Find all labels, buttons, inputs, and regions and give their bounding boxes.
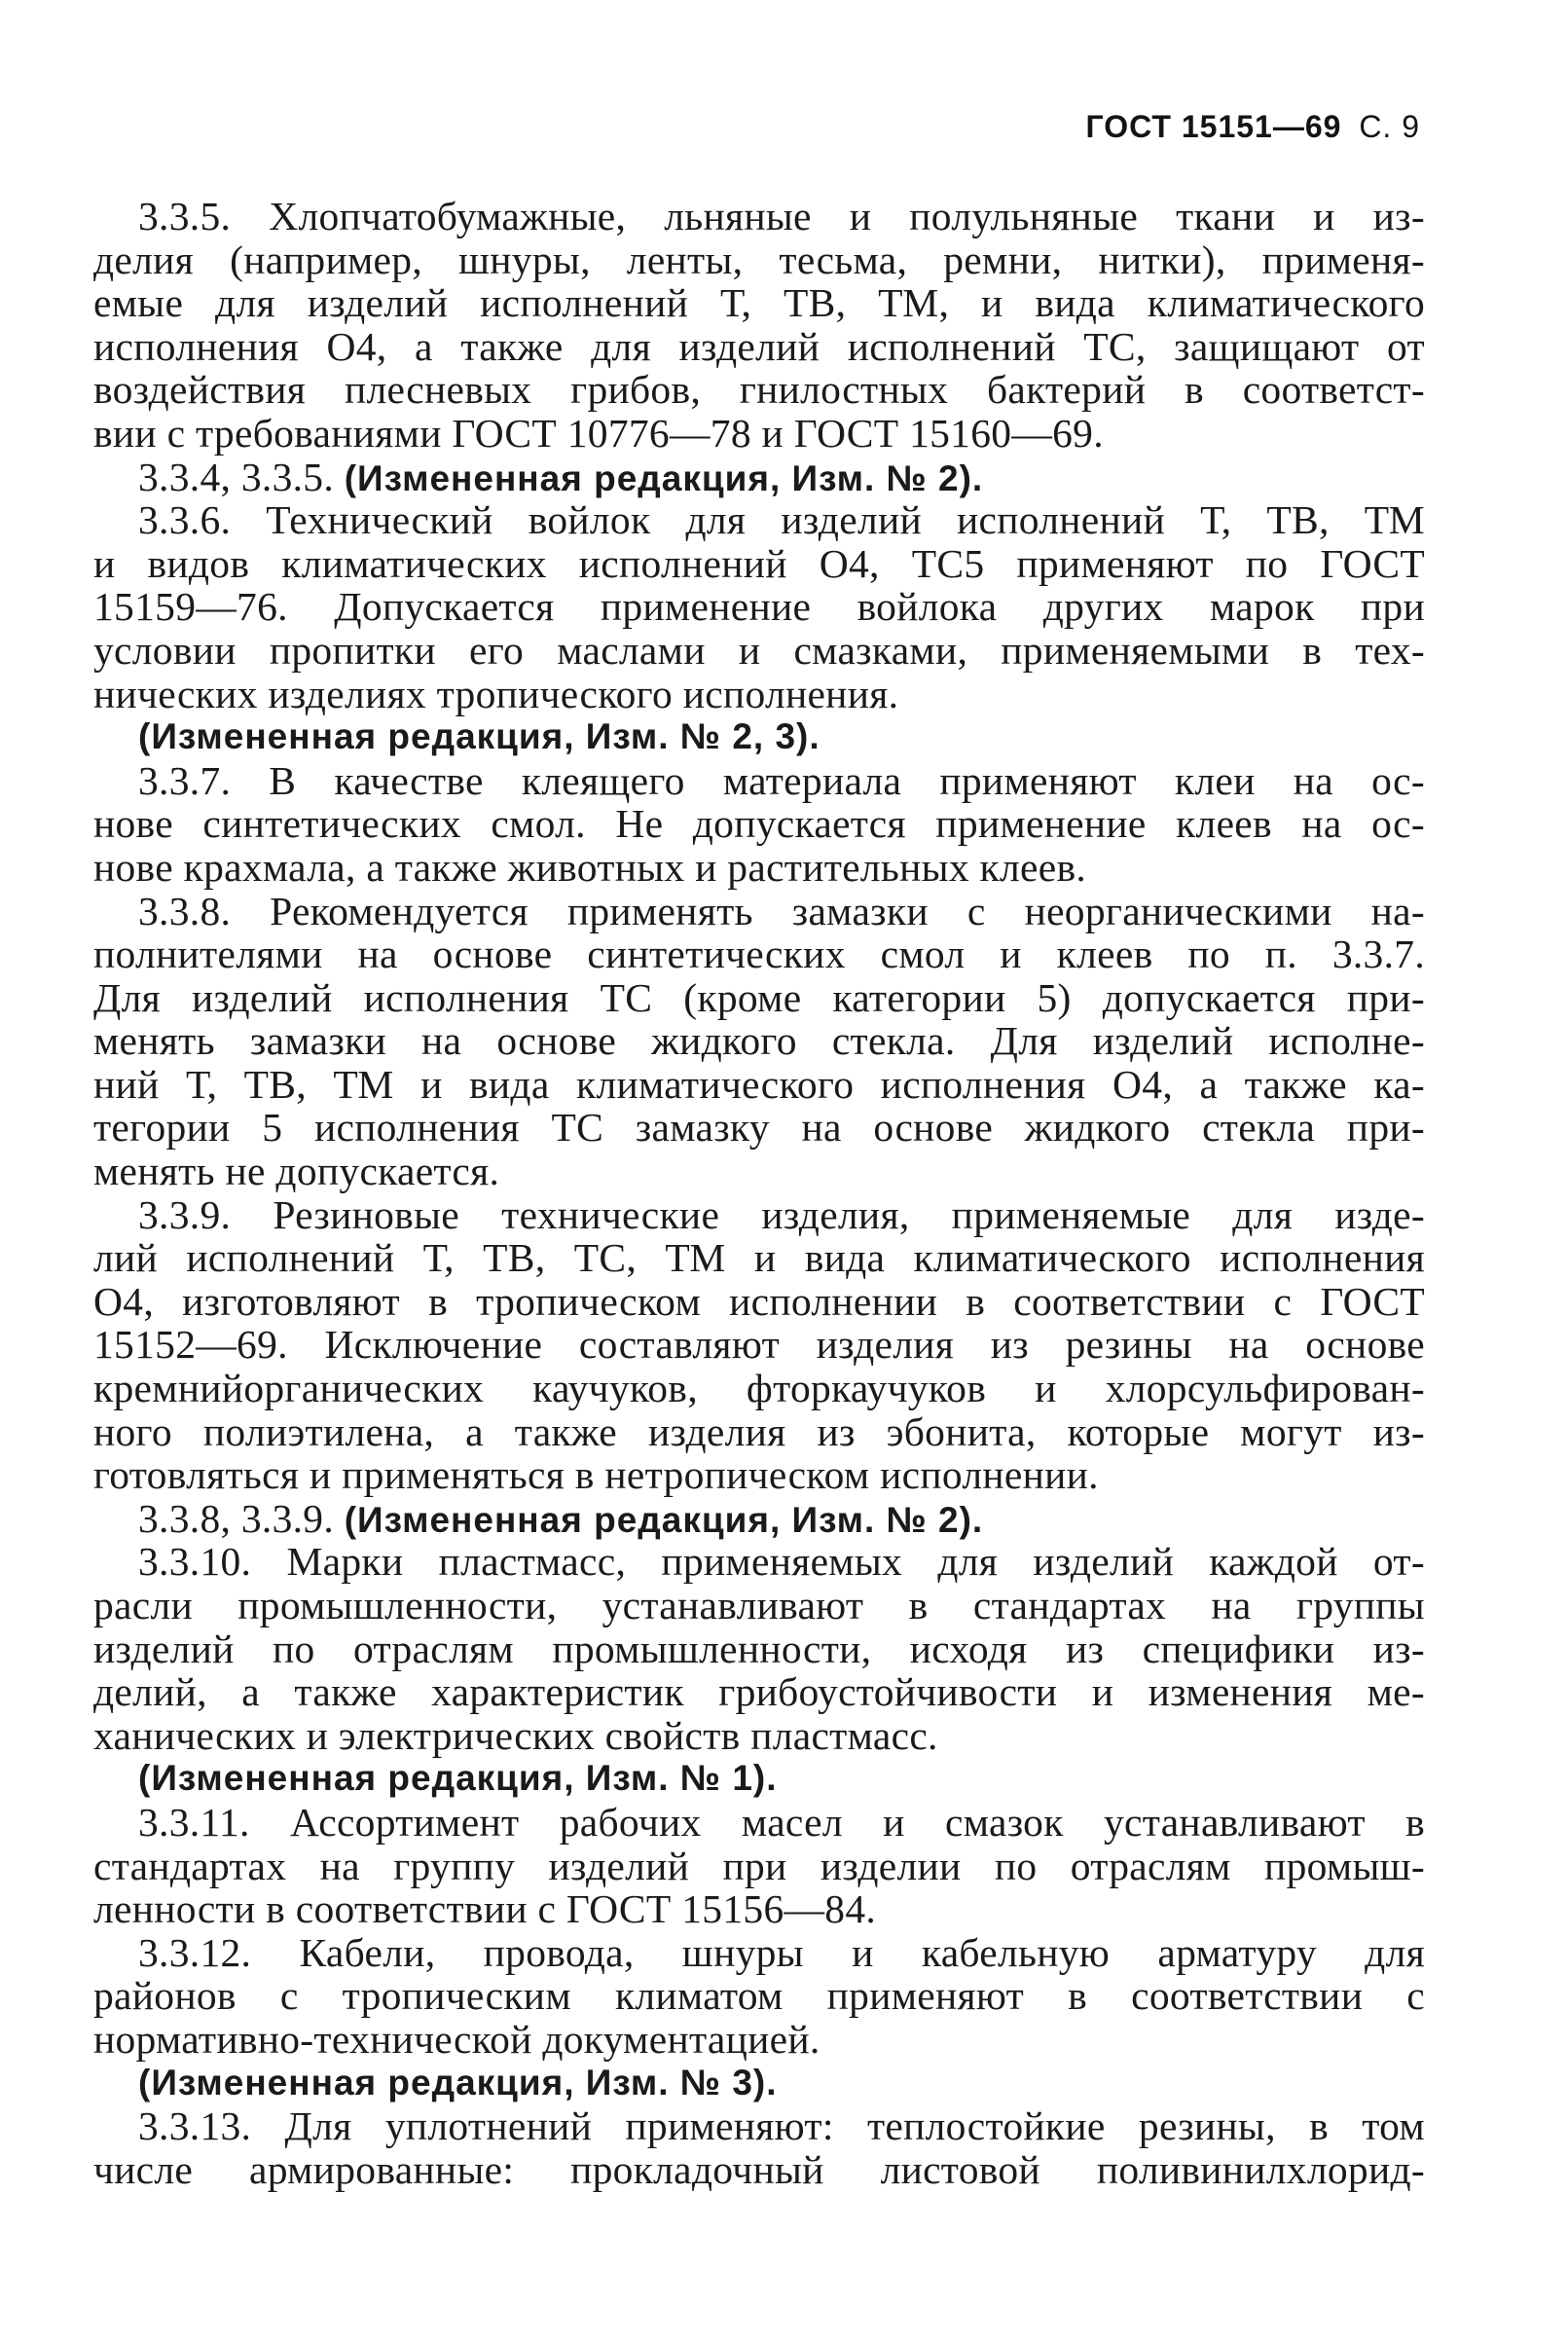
text-line-content: вии с требованиями ГОСТ 10776—78 и ГОСТ 15160—69. [93, 410, 1104, 456]
running-header [1085, 109, 1420, 145]
text-line-content: Для изделий исполнения ТС (кроме категории 5) допускается при- [93, 974, 1425, 1020]
page-number: С. 9 [1359, 109, 1420, 144]
text-line [93, 412, 1425, 456]
text-line-content: ханических и электрических свойств пластмасс. [93, 1712, 938, 1758]
text-line-content: 3.3.10. Марки пластмасс, применяемых для изделий каждой от- [138, 1539, 1425, 1585]
text-line [93, 1150, 1425, 1193]
text-line [93, 802, 1425, 846]
text-line-content: 3.3.6. Технический войлок для изделий исполнений Т, ТВ, ТМ [138, 497, 1425, 543]
text-line [93, 1670, 1425, 1714]
text-line-content: воздействия плесневых грибов, гнилостных бактерий в соответст- [93, 367, 1425, 413]
text-line-content: менять замазки на основе жидкого стекла. Для изделий исполне- [93, 1018, 1425, 1064]
text-line [93, 1714, 1425, 1758]
text-line-content: ний Т, ТВ, ТМ и вида климатического исполнения О4, а также ка- [93, 1061, 1425, 1107]
text-line [93, 1193, 1425, 1237]
text-line-content: емые для изделий исполнений Т, ТВ, ТМ, и вида климатического [93, 280, 1425, 326]
amendment-note [93, 2062, 1425, 2105]
text-line [93, 673, 1425, 716]
text-line-content: полнителями на основе синтетических смол и клеев по п. 3.3.7. [93, 932, 1425, 977]
text-line-content: 3.3.5. Хлопчатобумажные, льняные и полульняные ткани и из- [138, 194, 1425, 238]
amendment-note-text: (Измененная редакция, Изм. № 2, 3). [138, 716, 820, 757]
text-line [93, 2104, 1425, 2148]
text-line-content: нормативно-технической документацией. [93, 2016, 820, 2062]
text-line [93, 846, 1425, 890]
text-line [93, 1280, 1425, 1324]
text-line [93, 498, 1425, 542]
text-line-content: ного полиэтилена, а также изделия из эбонита, которые могут из- [93, 1408, 1425, 1454]
text-line-content: 3.3.11. Ассортимент рабочих масел и смазок устанавливают в [138, 1799, 1425, 1845]
text-line-content: изделий по отраслям промышленности, исходя из специфики из- [93, 1626, 1425, 1671]
text-line [93, 1453, 1425, 1497]
text-line-content: делия (например, шнуры, ленты, тесьма, ремни, нитки), применя- [93, 237, 1425, 282]
text-line-content: 3.3.4, 3.3.5. [138, 454, 345, 499]
text-line [93, 1887, 1425, 1931]
text-line [93, 1540, 1425, 1584]
text-line-content: и видов климатических исполнений О4, ТС5 применяют по ГОСТ [93, 540, 1425, 586]
amendment-note-text: (Измененная редакция, Изм. № 1). [138, 1758, 778, 1799]
standard-code: ГОСТ 15151—69 [1085, 109, 1342, 144]
text-line-content: готовляться и применяться в нетропическом исполнении. [93, 1452, 1099, 1498]
text-line [93, 1323, 1425, 1367]
text-line-content: 3.3.8, 3.3.9. [138, 1495, 345, 1541]
text-line [93, 542, 1425, 586]
text-line [93, 1974, 1425, 2018]
text-line [93, 1497, 1425, 1541]
text-line-content: О4, изготовляют в тропическом исполнении в соответствии с ГОСТ [93, 1278, 1425, 1324]
text-line [93, 976, 1425, 1020]
text-line [93, 1931, 1425, 1975]
text-line [93, 1106, 1425, 1150]
text-line [93, 1801, 1425, 1845]
text-line [93, 759, 1425, 803]
text-line-content: делий, а также характеристик грибоустойчивости и изменения ме- [93, 1669, 1425, 1715]
text-line-content: тегории 5 исполнения ТС замазку на основе жидкого стекла при- [93, 1105, 1425, 1151]
text-line [93, 1845, 1425, 1888]
text-line-content: нове крахмала, а также животных и растительных клеев. [93, 844, 1087, 890]
text-line [93, 456, 1425, 499]
text-line [93, 2018, 1425, 2062]
text-line [93, 932, 1425, 976]
text-line-content: нических изделиях тропического исполнения. [93, 671, 899, 716]
text-line-content: расли промышленности, устанавливают в стандартах на группы [93, 1583, 1425, 1627]
text-line [93, 325, 1425, 369]
amendment-note [93, 1757, 1425, 1801]
text-line [93, 238, 1425, 282]
amendment-note [93, 715, 1425, 759]
text-line [93, 1410, 1425, 1454]
text-line-content: кремнийорганических каучуков, фторкаучуков и хлорсульфирован- [93, 1366, 1425, 1411]
text-line [93, 1019, 1425, 1063]
text-line [93, 1627, 1425, 1671]
text-line-content: 3.3.8. Рекомендуется применять замазки с неорганическими на- [138, 888, 1425, 933]
text-line [93, 1367, 1425, 1410]
text-line-content: 15152—69. Исключение составляют изделия из резины на основе [93, 1322, 1425, 1368]
text-line-content: исполнения О4, а также для изделий исполнений ТС, защищают от [93, 323, 1425, 369]
text-line-content: стандартах на группу изделий при изделии по отраслям промыш- [93, 1843, 1425, 1888]
text-line [93, 890, 1425, 933]
text-line-content: 15159—76. Допускается применение войлока других марок при [93, 584, 1425, 630]
text-line [93, 1236, 1425, 1280]
amendment-note-text: (Измененная редакция, Изм. № 2). [344, 1499, 984, 1540]
text-line [93, 368, 1425, 412]
text-line-content: районов с тропическим климатом применяют в соответствии с [93, 1973, 1425, 2019]
text-line-content: лий исполнений Т, ТВ, ТС, ТМ и вида климатического исполнения [93, 1235, 1425, 1281]
text-line [93, 1063, 1425, 1107]
text-line-content: 3.3.7. В качестве клеящего материала применяют клеи на ос- [138, 757, 1425, 803]
amendment-note-text: (Измененная редакция, Изм. № 2). [344, 457, 984, 498]
text-line-content: 3.3.12. Кабели, провода, шнуры и кабельную арматуру для [138, 1929, 1425, 1975]
text-line [93, 2148, 1425, 2192]
text-line [93, 281, 1425, 325]
text-line [93, 629, 1425, 673]
text-line [93, 585, 1425, 629]
text-line-content: числе армированные: прокладочный листовой поливинилхлорид- [93, 2146, 1425, 2192]
text-line [93, 195, 1425, 238]
text-line-content: ленности в соответствии с ГОСТ 15156—84. [93, 1886, 877, 1932]
text-line-content: менять не допускается. [93, 1149, 500, 1194]
amendment-note-text: (Измененная редакция, Изм. № 3). [138, 2062, 778, 2102]
text-line [93, 1584, 1425, 1627]
text-line-content: 3.3.13. Для уплотнений применяют: теплостойкие резины, в том [138, 2103, 1425, 2149]
text-line-content: 3.3.9. Резиновые технические изделия, применяемые для изде- [138, 1191, 1425, 1237]
body-text [93, 195, 1425, 2191]
text-line-content: нове синтетических смол. Не допускается применение клеев на ос- [93, 801, 1425, 847]
text-line-content: условии пропитки его маслами и смазками, применяемыми в тех- [93, 627, 1425, 673]
